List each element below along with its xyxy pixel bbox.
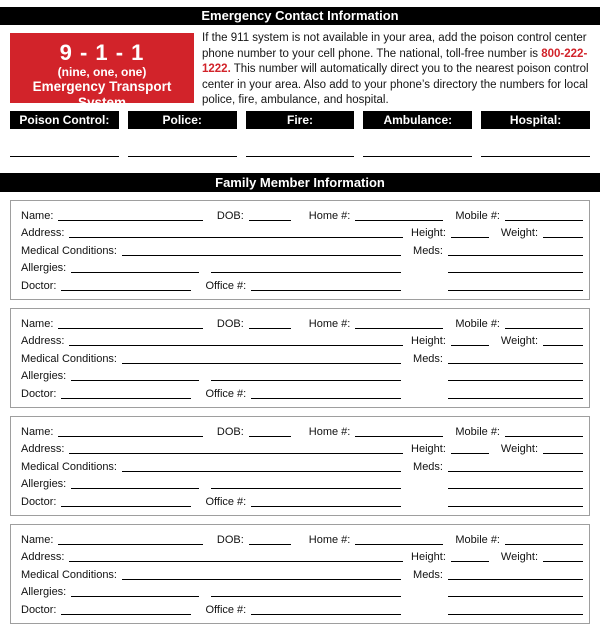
name-label: Name: <box>21 533 54 546</box>
doctor-label: Doctor: <box>21 279 57 292</box>
member-row-address <box>21 548 583 566</box>
dob-blank-line <box>249 544 291 545</box>
weight-label: Weight: <box>500 443 538 456</box>
weight-label: Weight: <box>500 335 538 348</box>
name-label: Name: <box>21 425 54 438</box>
911-red-box <box>10 33 194 110</box>
name-label: Name: <box>21 209 54 222</box>
allergies-continuation-blank-line <box>211 380 401 381</box>
allergies-label: Allergies: <box>21 262 67 275</box>
meds-label: Meds: <box>413 460 443 473</box>
contact-label-fire: Fire: <box>246 111 355 129</box>
allergies-label: Allergies: <box>21 478 67 491</box>
weight-label: Weight: <box>500 227 538 240</box>
office-phone-label: Office #: <box>205 279 247 292</box>
medical-conditions-blank-line <box>122 255 401 256</box>
emergency-form-page <box>0 7 600 624</box>
name-blank-line <box>58 436 202 437</box>
meds-continuation-blank-line-2 <box>448 506 583 507</box>
member-row-medical <box>21 565 583 583</box>
meds-continuation-blank-line-1 <box>448 380 583 381</box>
height-blank-line <box>451 345 489 346</box>
dob-blank-line <box>249 436 291 437</box>
height-label: Height: <box>411 227 446 240</box>
member-row-doctor <box>21 492 583 510</box>
weight-blank-line <box>543 237 583 238</box>
member-row-doctor <box>21 600 583 618</box>
office-phone-blank-line <box>251 398 401 399</box>
member-row-medical <box>21 241 583 259</box>
name-label: Name: <box>21 317 54 330</box>
home-phone-label: Home #: <box>308 317 351 330</box>
home-phone-label: Home #: <box>308 425 351 438</box>
address-blank-line <box>69 561 403 562</box>
member-row-allergies <box>21 475 583 493</box>
911-number: 9 - 1 - 1 <box>59 40 145 65</box>
family-member-card <box>10 524 590 624</box>
family-member-card <box>10 416 590 516</box>
mobile-phone-blank-line <box>505 328 583 329</box>
address-blank-line <box>69 345 403 346</box>
office-phone-label: Office #: <box>205 387 247 400</box>
address-label: Address: <box>21 551 65 564</box>
meds-label: Meds: <box>413 244 443 257</box>
instructions-text-before: If the 911 system is not available in your area, add the poison control center phone number to your cell phone. The national, toll-free number is <box>202 32 587 60</box>
allergies-continuation-blank-line <box>211 596 401 597</box>
doctor-label: Doctor: <box>21 387 57 400</box>
meds-continuation-blank-line-2 <box>448 614 583 615</box>
poison-control-number-blank-line <box>10 129 119 157</box>
member-row-doctor <box>21 276 583 294</box>
mobile-phone-label: Mobile #: <box>455 533 500 546</box>
doctor-blank-line <box>61 398 191 399</box>
meds-label: Meds: <box>413 352 443 365</box>
member-row-address <box>21 440 583 458</box>
medical-conditions-blank-line <box>122 471 401 472</box>
911-system-label: Emergency Transport System <box>32 79 172 110</box>
family-member-card <box>10 308 590 408</box>
doctor-blank-line <box>61 506 191 507</box>
member-row-name <box>21 530 583 548</box>
family-member-header-bar <box>0 173 600 192</box>
name-blank-line <box>58 328 202 329</box>
address-label: Address: <box>21 227 65 240</box>
poison-control-phone-number: 800-222-1222. <box>202 47 588 76</box>
emergency-contact-title: Emergency Contact Information <box>201 8 399 23</box>
office-phone-label: Office #: <box>205 495 247 508</box>
police-number-blank-line <box>128 129 237 157</box>
meds-label: Meds: <box>413 568 443 581</box>
911-info-section <box>0 25 600 110</box>
contact-label-poison-control: Poison Control: <box>10 111 119 129</box>
contact-label-ambulance: Ambulance: <box>363 111 472 129</box>
meds-continuation-blank-line-1 <box>448 272 583 273</box>
height-label: Height: <box>411 551 446 564</box>
ambulance-number-blank-line <box>363 129 472 157</box>
medical-conditions-blank-line <box>122 579 401 580</box>
allergies-label: Allergies: <box>21 586 67 599</box>
meds-blank-line <box>448 579 583 580</box>
dob-label: DOB: <box>216 317 244 330</box>
office-phone-blank-line <box>251 290 401 291</box>
meds-blank-line <box>448 363 583 364</box>
dob-blank-line <box>249 328 291 329</box>
mobile-phone-blank-line <box>505 544 583 545</box>
height-label: Height: <box>411 443 446 456</box>
doctor-label: Doctor: <box>21 495 57 508</box>
meds-continuation-blank-line-1 <box>448 488 583 489</box>
home-phone-blank-line <box>355 544 443 545</box>
family-member-card <box>10 200 590 300</box>
emergency-contact-header-bar <box>0 7 600 25</box>
member-row-address <box>21 224 583 242</box>
member-row-allergies <box>21 259 583 277</box>
instructions-text-after: This number will automatically direct you to the nearest poison control center in your area. Also add to your phone’s directory the numbers for local police, fire, ambulance, and hospital. <box>202 63 589 107</box>
mobile-phone-blank-line <box>505 436 583 437</box>
allergies-blank-line <box>71 488 199 489</box>
contact-label-police: Police: <box>128 111 237 129</box>
allergies-continuation-blank-line <box>211 488 401 489</box>
address-blank-line <box>69 453 403 454</box>
poison-control-instructions <box>202 31 590 107</box>
doctor-blank-line <box>61 614 191 615</box>
home-phone-label: Home #: <box>308 533 351 546</box>
height-label: Height: <box>411 335 446 348</box>
member-row-allergies <box>21 367 583 385</box>
member-row-name <box>21 314 583 332</box>
contact-number-lines <box>10 129 590 157</box>
dob-blank-line <box>249 220 291 221</box>
mobile-phone-blank-line <box>505 220 583 221</box>
office-phone-blank-line <box>251 506 401 507</box>
medical-conditions-blank-line <box>122 363 401 364</box>
mobile-phone-label: Mobile #: <box>455 317 500 330</box>
emergency-contacts-row <box>10 111 590 129</box>
family-member-title: Family Member Information <box>215 175 385 190</box>
allergies-blank-line <box>71 272 199 273</box>
meds-continuation-blank-line-2 <box>448 398 583 399</box>
allergies-label: Allergies: <box>21 370 67 383</box>
allergies-blank-line <box>71 596 199 597</box>
meds-blank-line <box>448 255 583 256</box>
dob-label: DOB: <box>216 209 244 222</box>
height-blank-line <box>451 237 489 238</box>
weight-blank-line <box>543 561 583 562</box>
height-blank-line <box>451 453 489 454</box>
meds-blank-line <box>448 471 583 472</box>
dob-label: DOB: <box>216 425 244 438</box>
weight-label: Weight: <box>500 551 538 564</box>
allergies-blank-line <box>71 380 199 381</box>
family-member-list <box>0 200 600 624</box>
home-phone-blank-line <box>355 328 443 329</box>
member-row-address <box>21 332 583 350</box>
doctor-label: Doctor: <box>21 603 57 616</box>
home-phone-blank-line <box>355 220 443 221</box>
doctor-blank-line <box>61 290 191 291</box>
name-blank-line <box>58 544 202 545</box>
medical-conditions-label: Medical Conditions: <box>21 568 117 581</box>
address-label: Address: <box>21 443 65 456</box>
home-phone-label: Home #: <box>308 209 351 222</box>
member-row-doctor <box>21 384 583 402</box>
office-phone-label: Office #: <box>205 603 247 616</box>
911-words: (nine, one, one) <box>57 65 147 79</box>
meds-continuation-blank-line-2 <box>448 290 583 291</box>
member-row-name <box>21 422 583 440</box>
allergies-continuation-blank-line <box>211 272 401 273</box>
member-row-medical <box>21 349 583 367</box>
dob-label: DOB: <box>216 533 244 546</box>
address-label: Address: <box>21 335 65 348</box>
height-blank-line <box>451 561 489 562</box>
member-row-medical <box>21 457 583 475</box>
medical-conditions-label: Medical Conditions: <box>21 352 117 365</box>
home-phone-blank-line <box>355 436 443 437</box>
medical-conditions-label: Medical Conditions: <box>21 460 117 473</box>
member-row-allergies <box>21 583 583 601</box>
office-phone-blank-line <box>251 614 401 615</box>
mobile-phone-label: Mobile #: <box>455 209 500 222</box>
weight-blank-line <box>543 453 583 454</box>
name-blank-line <box>58 220 202 221</box>
hospital-number-blank-line <box>481 129 590 157</box>
member-row-name <box>21 206 583 224</box>
fire-number-blank-line <box>246 129 355 157</box>
weight-blank-line <box>543 345 583 346</box>
contact-label-hospital: Hospital: <box>481 111 590 129</box>
mobile-phone-label: Mobile #: <box>455 425 500 438</box>
medical-conditions-label: Medical Conditions: <box>21 244 117 257</box>
address-blank-line <box>69 237 403 238</box>
meds-continuation-blank-line-1 <box>448 596 583 597</box>
